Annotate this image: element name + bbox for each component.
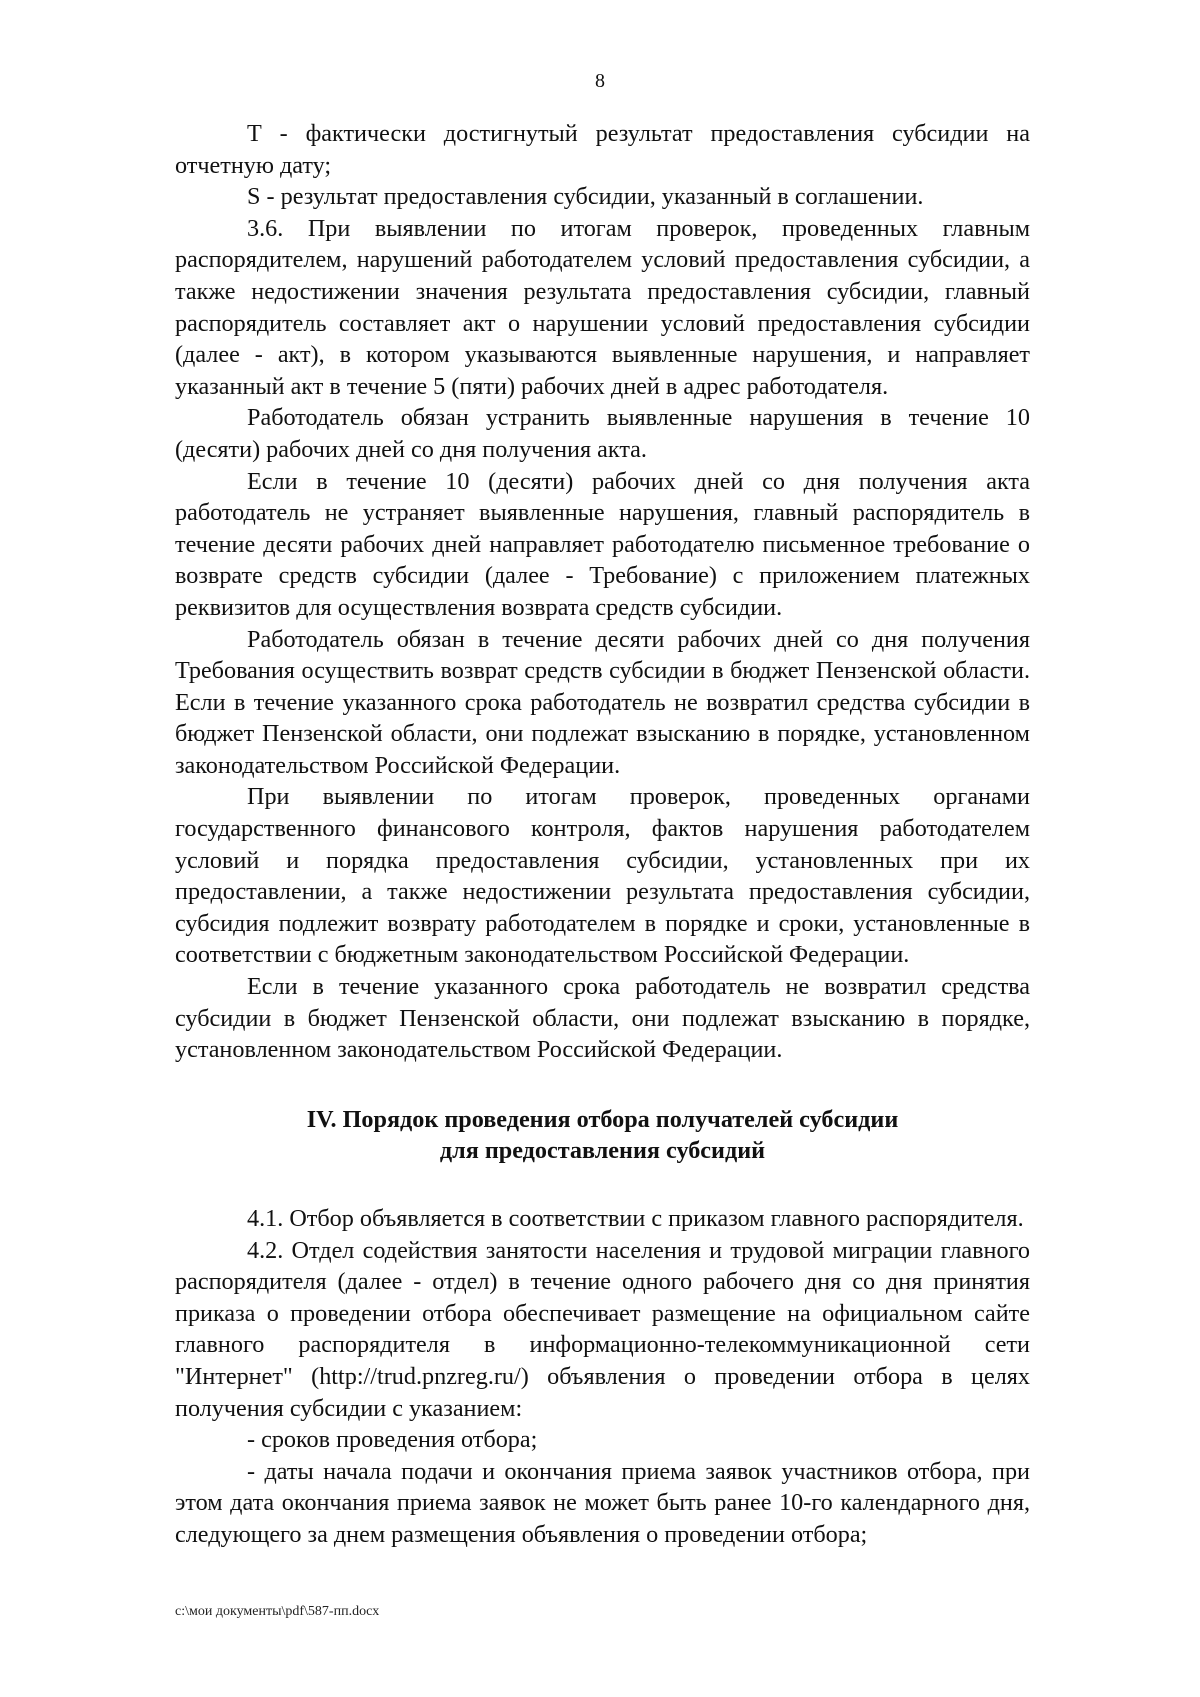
paragraph-3-6: 3.6. При выявлении по итогам проверок, проведенных главным распорядителем, нарушений работодателем условий предоставления субсидии, а также недостижении значения результата предоставления субсидии, главный распорядитель составляет акт о нарушении условий предоставления субсидии (далее - акт), в котором указываются выявленные нарушения, и направляет указанный акт в течение 5 (пяти) рабочих дней в адрес работодателя. xyxy=(175,214,1030,400)
footer-file-path: c:\мои документы\pdf\587-пп.docx xyxy=(175,1604,380,1619)
section-heading-line1: IV. Порядок проведения отбора получателей субсидии xyxy=(306,1105,899,1133)
list-item-dates: - даты начала подачи и окончания приема заявок участников отбора, при этом дата окончания приема заявок не может быть ранее 10-го календарного дня, следующего за днем размещения объявления о проведении отбора; xyxy=(175,1457,1030,1548)
paragraph-4-1: 4.1. Отбор объявляется в соответствии с приказом главного распорядителя. xyxy=(247,1205,1024,1232)
page-number: 8 xyxy=(595,70,605,92)
section-heading-line2: для предоставления субсидий xyxy=(439,1137,766,1165)
paragraph-employer-obliged: Работодатель обязан устранить выявленные нарушения в течение 10 (десяти) рабочих дней со дня получения акта. xyxy=(175,404,1030,463)
paragraph-requirement: Если в течение 10 (десяти) рабочих дней со дня получения акта работодатель не устраняет выявленные нарушения, главный распорядитель в течение десяти рабочих дней направляет работодателю письменное требование о возврате средств субсидии (далее - Требование) с приложением платежных реквизитов для осуществления возврата средств субсидии. xyxy=(175,467,1030,621)
paragraph-state-control: При выявлении по итогам проверок, проведенных органами государственного финансового контроля, фактов нарушения работодателем условий и порядка предоставления субсидии, установленных при их предоставлении, а также недостижении результата предоставления субсидии, субсидия подлежит возврату работодателем в порядке и сроки, установленные в соответствии с бюджетным законодательством Российской Федерации. xyxy=(175,783,1030,969)
document-body xyxy=(175,118,1030,1551)
section-heading xyxy=(175,1104,1030,1167)
paragraph-t-definition: Т - фактически достигнутый результат предоставления субсидии на отчетную дату; xyxy=(175,120,1030,179)
paragraph-refund: Работодатель обязан в течение десяти рабочих дней со дня получения Требования осуществить возврат средств субсидии в бюджет Пензенской области. Если в течение указанного срока работодатель не возвратил средства субсидии в бюджет Пензенской области, они подлежат взысканию в порядке, установленном законодательством Российской Федерации. xyxy=(175,625,1030,779)
paragraph-s-definition: S - результат предоставления субсидии, указанный в соглашении. xyxy=(247,183,924,211)
paragraph-recovery: Если в течение указанного срока работодатель не возвратил средства субсидии в бюджет Пензенской области, они подлежат взысканию в порядке, установленном законодательством Российской Федерации. xyxy=(175,973,1030,1064)
list-item-terms: - сроков проведения отбора; xyxy=(247,1426,538,1454)
paragraph-4-2: 4.2. Отдел содействия занятости населения и трудовой миграции главного распорядителя (далее - отдел) в течение одного рабочего дня со дня принятия приказа о проведении отбора обеспечивает размещение на официальном сайте главного распорядителя в информационно-телекоммуникационной сети "Интернет" (http://trud.pnzreg.ru/) объявления о проведении отбора в целях получения субсидии с указанием: xyxy=(175,1236,1030,1422)
